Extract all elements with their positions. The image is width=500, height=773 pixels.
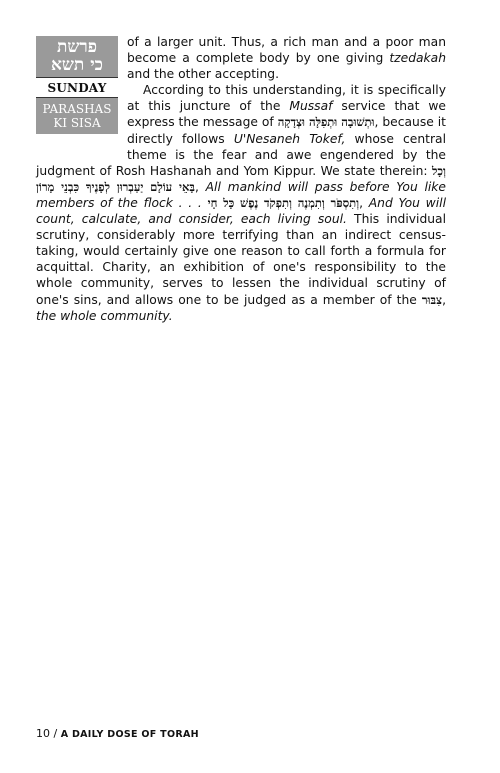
hebrew-quote-2: וְתִסְפֹּר וְתִמְנֶה וְתִפְקֹד נֶפֶשׁ כָּל חָי [207,195,360,210]
page-footer [36,727,199,740]
parashas-line-1: PARASHAS [42,102,112,116]
hebrew-word-tzibbur: צִבּוּר [421,292,443,307]
parashas-line-2: KI SISA [53,116,101,130]
hebrew-phrase-teshuvah: וּתְשׁוּבָה וּתְפִלָּה וּצְדָקָה [277,115,375,130]
paragraph-1: of a larger unit. Thus, a rich man and a poor man become a complete body by one giving tzedakah and the other accepting. [127,35,446,82]
hebrew-quote-1: וְכָל בָּאֵי עוֹלָם יַעַבְרוּן לְפָנֶיךָ כִּבְנֵי מָרוֹן [36,163,446,194]
day-label: SUNDAY [36,77,118,98]
unesaneh-tokef-term: U'Nesaneh Tokef, [233,131,346,146]
translation-quote-1: All mankind will pass before You like members of the flock . . . [36,179,446,210]
tzedakah-term: tzedakah [389,51,446,66]
translation-whole-community: the whole community. [36,308,173,323]
paragraph-2: According to this understanding, it is specifically at this juncture of the Mussaf service that we express the message of וּתְשׁוּבָה וּתְפִלָּה וּצְדָקָה, because it directly follows U'Nesaneh Tokef, whose central theme is the fear and awe engendered by the judgment of Rosh Hashanah and Yom Kippur. We state therein: וְכָל בָּאֵי עוֹלָם יַעַבְרוּן לְפָנֶיךָ כִּבְנֵי מָרוֹן, All mankind will pass before You like members of the flock . . . וְתִסְפֹּר וְתִמְנֶה וְתִפְקֹד נֶפֶשׁ כָּל חָי, And You will count, calculate, and consider, each living soul. This individual scrutiny, considerably more terrifying than an indirect census-taking, would certainly give one reason to call forth a formula for acquittal. Charity, an exhibition of one's responsibility to the whole community, serves to lessen the individual scrutiny of one's sins, and allows one to be judged as a member of the צִבּוּר, the whole community. [36,83,446,323]
book-title: A DAILY DOSE OF TORAH [60,729,199,740]
hebrew-title-line-2: כי תשא [50,55,103,75]
translation-quote-2: And You will count, calculate, and consider, each living soul. [36,195,446,227]
mussaf-term: Mussaf [289,99,333,114]
hebrew-title-line-1: פרשת [56,37,97,57]
page-number: 10 [36,727,50,740]
body-text [36,34,446,324]
footer-separator: / [50,727,61,740]
